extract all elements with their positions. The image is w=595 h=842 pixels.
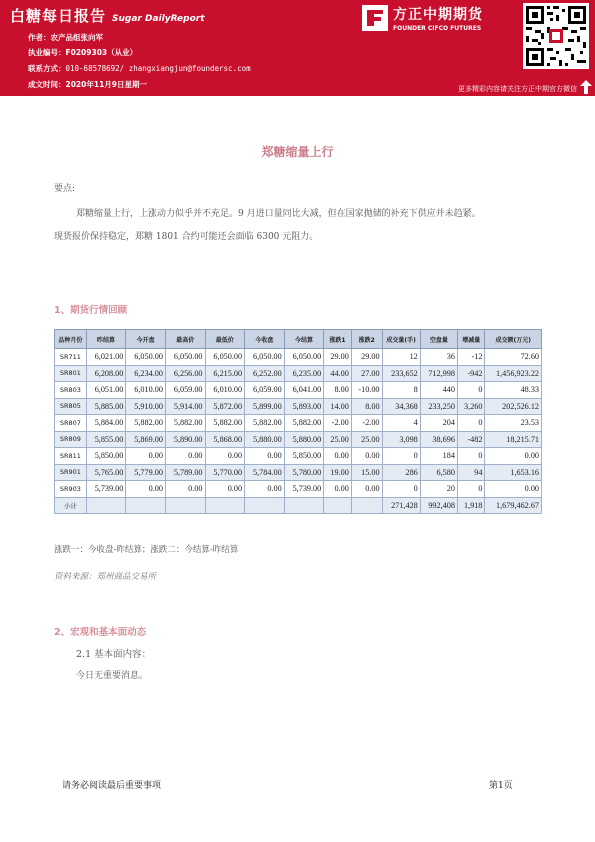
- license-line: 执业编号：F0209303（从业）: [28, 48, 138, 57]
- table-cell: 8.00: [324, 382, 352, 399]
- table-cell: 6,050.00: [284, 349, 324, 366]
- table-cell: 5,850.00: [284, 448, 324, 465]
- table-cell: 184: [420, 448, 457, 465]
- table-cell: 0.00: [245, 448, 285, 465]
- table-cell: 6,010.00: [126, 382, 166, 399]
- row-contract-code: SR809: [55, 431, 87, 448]
- table-cell: 0: [457, 448, 485, 465]
- table-cell: 5,885.00: [86, 398, 126, 415]
- table-cell: 5,869.00: [126, 431, 166, 448]
- table-cell: 0.00: [126, 448, 166, 465]
- table-cell: 202,526.12: [485, 398, 542, 415]
- table-row: [55, 365, 542, 382]
- table-cell: 5,914.00: [165, 398, 205, 415]
- table-cell: [351, 497, 382, 514]
- table-cell: 5,882.00: [245, 415, 285, 432]
- table-cell: 5,910.00: [126, 398, 166, 415]
- row-contract-code: SR711: [55, 349, 87, 366]
- table-cell: 0.00: [485, 481, 542, 498]
- table-cell: 23.53: [485, 415, 542, 432]
- table-cell: 0.00: [324, 448, 352, 465]
- col-header: 成交量(手): [382, 330, 420, 349]
- row-contract-code: 小计: [55, 497, 87, 514]
- table-cell: 0.00: [351, 481, 382, 498]
- table-cell: 4: [382, 415, 420, 432]
- summary-line-2: 现货报价保持稳定，郑糖 1801 合约可能还会面临 6300 元阻力。: [54, 232, 319, 242]
- col-header: 成交额(万元): [485, 330, 542, 349]
- table-row: [55, 415, 542, 432]
- row-contract-code: SR801: [55, 365, 87, 382]
- table-cell: 6,041.00: [284, 382, 324, 399]
- table-cell: 5,850.00: [86, 448, 126, 465]
- table-cell: 5,893.00: [284, 398, 324, 415]
- table-cell: 1,918: [457, 497, 485, 514]
- wechat-qr-icon: [523, 3, 589, 69]
- table-cell: 5,882.00: [284, 415, 324, 432]
- table-cell: 5,872.00: [205, 398, 245, 415]
- table-cell: 0.00: [324, 481, 352, 498]
- table-cell: 15.00: [351, 464, 382, 481]
- change-definition-note: 涨跌一：今收盘-昨结算；涨跌二：今结算-昨结算: [54, 545, 239, 555]
- table-cell: 0.00: [165, 481, 205, 498]
- table-cell: 6,050.00: [245, 349, 285, 366]
- col-header: 空盘量: [420, 330, 457, 349]
- table-cell: 6,215.00: [205, 365, 245, 382]
- date-line: 成文时间：2020年11月9日星期一: [28, 80, 148, 89]
- table-cell: 233,652: [382, 365, 420, 382]
- table-cell: 5,779.00: [126, 464, 166, 481]
- row-contract-code: SR805: [55, 398, 87, 415]
- table-cell: 0: [457, 382, 485, 399]
- table-row: [55, 349, 542, 366]
- col-header: 昨结算: [86, 330, 126, 349]
- table-cell: 6,050.00: [205, 349, 245, 366]
- table-cell: 3,260: [457, 398, 485, 415]
- table-cell: 6,050.00: [126, 349, 166, 366]
- footer-disclaimer: 请务必阅读最后重要事项: [62, 781, 162, 791]
- page-number: 第1页: [489, 781, 513, 791]
- document-title: 郑糖缩量上行: [261, 145, 334, 159]
- table-cell: 5,770.00: [205, 464, 245, 481]
- table-cell: 44.00: [324, 365, 352, 382]
- table-cell: 5,882.00: [126, 415, 166, 432]
- section-heading-futures: 1、期货行情回顾: [54, 305, 128, 316]
- col-header: 增减量: [457, 330, 485, 349]
- table-cell: 48.33: [485, 382, 542, 399]
- table-cell: [284, 497, 324, 514]
- follow-wechat-text: 更多精彩内容请关注方正中期官方微信: [458, 85, 577, 93]
- table-cell: -10.00: [351, 382, 382, 399]
- author-line: 作者：农产品组张向军: [28, 33, 103, 42]
- row-contract-code: SR807: [55, 415, 87, 432]
- table-cell: 34,368: [382, 398, 420, 415]
- table-row: [55, 431, 542, 448]
- contact-line: 联系方式：010-68578692/ zhangxiangjun@foundersc.com: [28, 64, 251, 73]
- table-cell: 5,880.00: [245, 431, 285, 448]
- table-cell: -2.00: [324, 415, 352, 432]
- table-cell: 5,890.00: [165, 431, 205, 448]
- section-heading-macro: 2、宏观和基本面动态: [54, 627, 147, 638]
- table-cell: 0: [457, 481, 485, 498]
- col-header: 最高价: [165, 330, 205, 349]
- table-cell: 25.00: [324, 431, 352, 448]
- table-cell: 6,580: [420, 464, 457, 481]
- table-cell: [205, 497, 245, 514]
- col-header: 最低价: [205, 330, 245, 349]
- table-cell: [86, 497, 126, 514]
- row-contract-code: SR803: [55, 382, 87, 399]
- report-header: [0, 0, 595, 96]
- table-cell: 5,789.00: [165, 464, 205, 481]
- table-cell: 19.00: [324, 464, 352, 481]
- table-cell: -12: [457, 349, 485, 366]
- table-cell: 5,882.00: [205, 415, 245, 432]
- col-header: 品种月份: [55, 330, 87, 349]
- table-cell: 27.00: [351, 365, 382, 382]
- col-header: 今开盘: [126, 330, 166, 349]
- table-cell: 3,098: [382, 431, 420, 448]
- table-cell: 271,428: [382, 497, 420, 514]
- row-contract-code: SR903: [55, 481, 87, 498]
- table-cell: 5,868.00: [205, 431, 245, 448]
- table-cell: 992,408: [420, 497, 457, 514]
- table-cell: 29.00: [324, 349, 352, 366]
- brand-mark-icon: [362, 5, 388, 31]
- table-cell: 6,059.00: [245, 382, 285, 399]
- table-cell: 0.00: [245, 481, 285, 498]
- table-cell: 6,010.00: [205, 382, 245, 399]
- table-cell: 36: [420, 349, 457, 366]
- table-cell: 0.00: [126, 481, 166, 498]
- row-contract-code: SR901: [55, 464, 87, 481]
- table-cell: 286: [382, 464, 420, 481]
- table-cell: 712,998: [420, 365, 457, 382]
- table-cell: 18,215.71: [485, 431, 542, 448]
- table-cell: 233,250: [420, 398, 457, 415]
- table-cell: 0: [457, 415, 485, 432]
- row-contract-code: SR811: [55, 448, 87, 465]
- report-title-en: Sugar DailyReport: [112, 14, 205, 24]
- table-cell: [165, 497, 205, 514]
- table-cell: 5,765.00: [86, 464, 126, 481]
- table-cell: 5,855.00: [86, 431, 126, 448]
- table-cell: [126, 497, 166, 514]
- table-cell: -482: [457, 431, 485, 448]
- table-cell: 6,050.00: [165, 349, 205, 366]
- table-cell: 5,882.00: [165, 415, 205, 432]
- table-cell: [324, 497, 352, 514]
- col-header: 今结算: [284, 330, 324, 349]
- col-header: 今收盘: [245, 330, 285, 349]
- brand-logo: [362, 5, 514, 35]
- brand-name-en: FOUNDER CIFCO FUTURES: [393, 25, 482, 32]
- subsection-heading: 2.1 基本面内容：: [76, 649, 152, 660]
- table-cell: -2.00: [351, 415, 382, 432]
- table-cell: 6,051.00: [86, 382, 126, 399]
- table-cell: -942: [457, 365, 485, 382]
- table-cell: 6,208.00: [86, 365, 126, 382]
- table-cell: 6,234.00: [126, 365, 166, 382]
- table-cell: 5,739.00: [86, 481, 126, 498]
- table-cell: 5,780.00: [284, 464, 324, 481]
- table-cell: 12: [382, 349, 420, 366]
- table-cell: 204: [420, 415, 457, 432]
- table-cell: 0: [382, 448, 420, 465]
- table-cell: 5,784.00: [245, 464, 285, 481]
- table-cell: 0.00: [205, 448, 245, 465]
- table-cell: 6,256.00: [165, 365, 205, 382]
- table-cell: 1,456,923.22: [485, 365, 542, 382]
- table-row: [55, 497, 542, 514]
- table-cell: 29.00: [351, 349, 382, 366]
- report-title: 白糖每日报告 Sugar DailyReport: [10, 7, 205, 25]
- table-cell: 0.00: [165, 448, 205, 465]
- table-cell: 1,653.16: [485, 464, 542, 481]
- table-cell: 0.00: [485, 448, 542, 465]
- col-header: 涨跌1: [324, 330, 352, 349]
- table-cell: 8.00: [351, 398, 382, 415]
- table-cell: [245, 497, 285, 514]
- back-to-top-icon[interactable]: [580, 80, 592, 94]
- table-cell: 5,880.00: [284, 431, 324, 448]
- table-cell: 6,021.00: [86, 349, 126, 366]
- table-cell: 20: [420, 481, 457, 498]
- summary-line-1: 郑糖缩量上行，上涨动力似乎并不充足。9 月进口量同比大减，但在国家抛储的补充下供应并未趋紧。: [76, 209, 481, 219]
- table-cell: 5,884.00: [86, 415, 126, 432]
- brand-name-cn: 方正中期期货: [393, 7, 483, 23]
- table-cell: 0.00: [351, 448, 382, 465]
- table-row: [55, 481, 542, 498]
- table-cell: 5,739.00: [284, 481, 324, 498]
- data-source: 资料来源：郑州商品交易所: [54, 572, 157, 582]
- table-row: [55, 464, 542, 481]
- summary-label: 要点:: [54, 184, 76, 194]
- table-row: [55, 382, 542, 399]
- table-cell: 5,899.00: [245, 398, 285, 415]
- table-cell: 0: [382, 481, 420, 498]
- table-cell: 1,679,462.67: [485, 497, 542, 514]
- futures-quotes-table: [54, 329, 542, 514]
- table-cell: 38,696: [420, 431, 457, 448]
- table-cell: 440: [420, 382, 457, 399]
- table-cell: 25.00: [351, 431, 382, 448]
- table-cell: 72.60: [485, 349, 542, 366]
- col-header: 涨跌2: [351, 330, 382, 349]
- table-header-row: [55, 330, 542, 349]
- table-row: [55, 398, 542, 415]
- subsection-body: 今日无重要消息。: [76, 671, 149, 681]
- table-cell: 14.00: [324, 398, 352, 415]
- table-cell: 0.00: [205, 481, 245, 498]
- table-cell: 94: [457, 464, 485, 481]
- table-cell: 6,059.00: [165, 382, 205, 399]
- table-cell: 8: [382, 382, 420, 399]
- table-cell: 6,252.00: [245, 365, 285, 382]
- table-row: [55, 448, 542, 465]
- table-cell: 6,235.00: [284, 365, 324, 382]
